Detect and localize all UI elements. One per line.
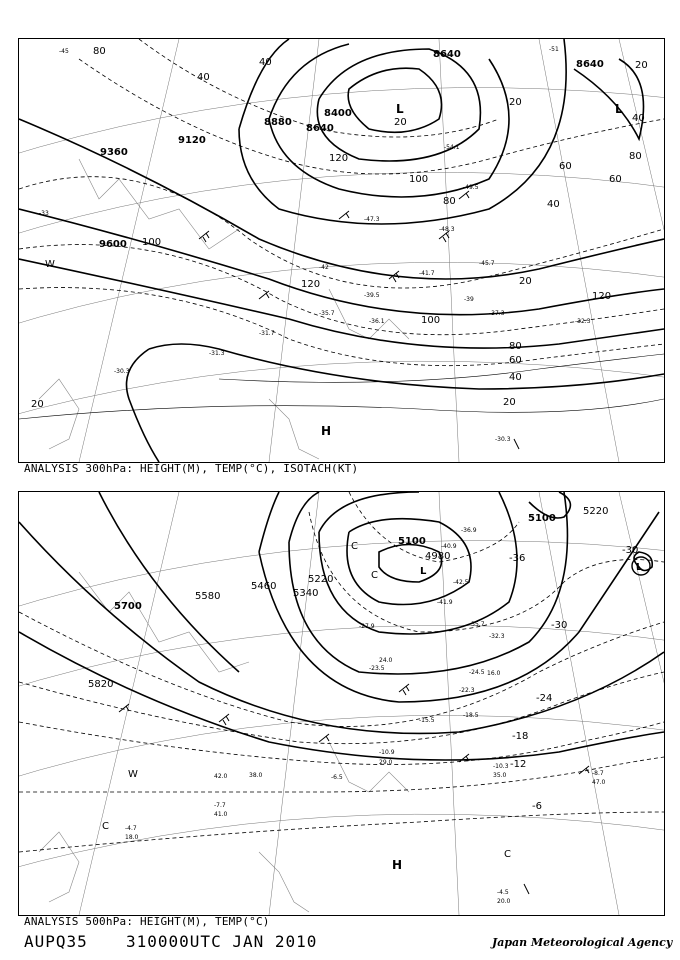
isotach-label: 80 bbox=[629, 151, 642, 162]
station-label: -23.5 bbox=[369, 665, 385, 672]
isotach-label: 60 bbox=[609, 174, 622, 185]
map-500hpa bbox=[19, 492, 664, 915]
height-label: 8400 bbox=[324, 108, 352, 119]
height-label: 5700 bbox=[114, 601, 142, 612]
chart-500hpa bbox=[18, 491, 665, 916]
height-label: 5220 bbox=[583, 506, 609, 517]
cold-center-label: C bbox=[351, 541, 358, 552]
temp-label: -31.7 bbox=[259, 330, 275, 337]
isotach-label: 40 bbox=[632, 113, 645, 124]
chart-id: AUPQ35 bbox=[24, 932, 88, 951]
isotherm-label: -36 bbox=[509, 553, 526, 564]
height-label: 5220 bbox=[308, 574, 334, 585]
station-label: -35.7 bbox=[469, 621, 485, 628]
chart-300hpa bbox=[18, 38, 665, 463]
station-label: -41.9 bbox=[437, 599, 453, 606]
height-label: 8640 bbox=[433, 49, 461, 60]
cold-center-label: C bbox=[504, 849, 511, 860]
isotherm-label: -24 bbox=[536, 693, 553, 704]
isotherm-label: -6 bbox=[532, 801, 542, 812]
isotach-label: 40 bbox=[547, 199, 560, 210]
isotach-label: 40 bbox=[509, 372, 522, 383]
temp-label: -41.7 bbox=[419, 270, 435, 277]
station-label: 20.0 bbox=[497, 898, 511, 905]
isotach-label: 20 bbox=[394, 117, 407, 128]
map-300hpa bbox=[19, 39, 664, 462]
station-label: 18.0 bbox=[125, 834, 139, 841]
station-label: 41.0 bbox=[214, 811, 228, 818]
temp-label: -30.3 bbox=[114, 368, 130, 375]
isotach-label: 80 bbox=[93, 46, 106, 57]
isotach-label: 20 bbox=[509, 97, 522, 108]
low-center-label: L bbox=[636, 562, 643, 573]
height-label: 5580 bbox=[195, 591, 221, 602]
isotherms-300 bbox=[19, 39, 664, 366]
temp-label: -54.1 bbox=[444, 144, 460, 151]
temp-label: -39.5 bbox=[364, 292, 380, 299]
temp-label: -51 bbox=[549, 46, 559, 53]
coastline-300 bbox=[39, 159, 409, 459]
graticule-300 bbox=[19, 39, 664, 462]
isotach-label: 80 bbox=[443, 196, 456, 207]
isotach-label: 80 bbox=[509, 341, 522, 352]
temp-label: -35.7 bbox=[319, 310, 335, 317]
isotach-labels-300 bbox=[31, 46, 648, 410]
station-label: -32.3 bbox=[489, 633, 505, 640]
station-label: -27.9 bbox=[359, 623, 375, 630]
temp-label: -36.1 bbox=[369, 318, 385, 325]
isotach-label: 20 bbox=[31, 399, 44, 410]
agency-name: Japan Meteorological Agency bbox=[492, 936, 673, 949]
station-label: -18.5 bbox=[463, 712, 479, 719]
isotach-label: 20 bbox=[503, 397, 516, 408]
caption-500hpa: ANALYSIS 500hPa: HEIGHT(M), TEMP(°C) bbox=[24, 915, 270, 928]
isotach-label: 120 bbox=[329, 153, 349, 164]
height-label: 8640 bbox=[306, 123, 334, 134]
low-center-label: L bbox=[420, 566, 427, 577]
station-label: -42.5 bbox=[453, 579, 469, 586]
temp-label: -39 bbox=[464, 296, 474, 303]
temp-label: -49.5 bbox=[463, 184, 479, 191]
station-label: -36.9 bbox=[461, 527, 477, 534]
station-label: 16.0 bbox=[487, 670, 501, 677]
height-label: 8640 bbox=[576, 59, 604, 70]
isotherm-label: -12 bbox=[510, 759, 527, 770]
isotach-label: 20 bbox=[519, 276, 532, 287]
cold-center-label: C bbox=[102, 821, 109, 832]
station-label: -8.7 bbox=[592, 770, 604, 777]
temp-label: -48.3 bbox=[439, 226, 455, 233]
station-label: -7.7 bbox=[214, 802, 226, 809]
station-label: -22.3 bbox=[459, 687, 475, 694]
station-label: -4.7 bbox=[125, 825, 137, 832]
warm-center-label: W bbox=[45, 259, 55, 270]
isotach-label: 20 bbox=[635, 60, 648, 71]
height-label: 5340 bbox=[293, 588, 319, 599]
temp-label: -32.3 bbox=[575, 318, 591, 325]
isotach-label: 40 bbox=[197, 72, 210, 83]
height-label: 5100 bbox=[528, 513, 556, 524]
isotherm-label: -30 bbox=[551, 620, 568, 631]
isotherm-label: -18 bbox=[512, 731, 529, 742]
station-label: -24.5 bbox=[469, 669, 485, 676]
high-center-label: H bbox=[321, 424, 332, 438]
temp-label: -45.7 bbox=[479, 260, 495, 267]
station-label: -10.9 bbox=[379, 749, 395, 756]
height-label: 9120 bbox=[178, 135, 206, 146]
height-label: 5460 bbox=[251, 581, 277, 592]
station-labels-500 bbox=[125, 527, 606, 905]
cold-center-label: C bbox=[371, 570, 378, 581]
station-label: 42.0 bbox=[214, 773, 228, 780]
station-label: -6.5 bbox=[331, 774, 343, 781]
height-contours-300 bbox=[19, 39, 664, 462]
height-labels-300 bbox=[99, 49, 604, 250]
height-label: 5100 bbox=[398, 536, 426, 547]
isotach-label: 100 bbox=[409, 174, 429, 185]
temp-label: -47.3 bbox=[364, 216, 380, 223]
station-label: -4.5 bbox=[497, 889, 509, 896]
station-label: 38.0 bbox=[249, 772, 263, 779]
temp-label: -31.3 bbox=[209, 350, 225, 357]
high-center-label: H bbox=[392, 858, 403, 872]
caption-300hpa: ANALYSIS 300hPa: HEIGHT(M), TEMP(°C), ISOTACH(KT) bbox=[24, 462, 359, 475]
isotach-label: 120 bbox=[592, 291, 612, 302]
isotach-label: 40 bbox=[259, 57, 272, 68]
isotach-label: 100 bbox=[142, 237, 162, 248]
isotherm-label: -30 bbox=[622, 545, 639, 556]
temp-label: -30.3 bbox=[495, 436, 511, 443]
wind-barbs-300 bbox=[199, 191, 519, 449]
height-label: 4980 bbox=[425, 551, 451, 562]
station-label: -15.5 bbox=[419, 717, 435, 724]
station-label: 35.0 bbox=[493, 772, 507, 779]
temp-label: -42 bbox=[319, 264, 329, 271]
isotach-label: 120 bbox=[301, 279, 321, 290]
temp-label: -33 bbox=[39, 210, 49, 217]
height-label: 9360 bbox=[100, 147, 128, 158]
isotach-label: 100 bbox=[421, 315, 441, 326]
low-center-label: L bbox=[615, 102, 623, 116]
isotherm-labels-500 bbox=[509, 545, 638, 812]
station-label: 24.0 bbox=[379, 657, 393, 664]
isotach-label: 60 bbox=[509, 355, 522, 366]
height-label: 8880 bbox=[264, 117, 292, 128]
station-label: -10.3 bbox=[493, 763, 509, 770]
warm-center-label: W bbox=[128, 769, 138, 780]
coastline-500 bbox=[39, 572, 409, 912]
station-label: 47.0 bbox=[592, 779, 606, 786]
wind-barbs-500 bbox=[119, 684, 589, 894]
station-label: 29.0 bbox=[379, 759, 393, 766]
height-label: 5820 bbox=[88, 679, 114, 690]
temp-label: -45 bbox=[59, 48, 69, 55]
valid-time: 310000UTC JAN 2010 bbox=[126, 932, 318, 951]
low-center-label: L bbox=[396, 102, 404, 116]
temp-label: -37.3 bbox=[489, 310, 505, 317]
centers-500 bbox=[102, 541, 650, 872]
height-label: 9600 bbox=[99, 239, 127, 250]
station-label: -40.9 bbox=[441, 543, 457, 550]
isotach-label: 60 bbox=[559, 161, 572, 172]
